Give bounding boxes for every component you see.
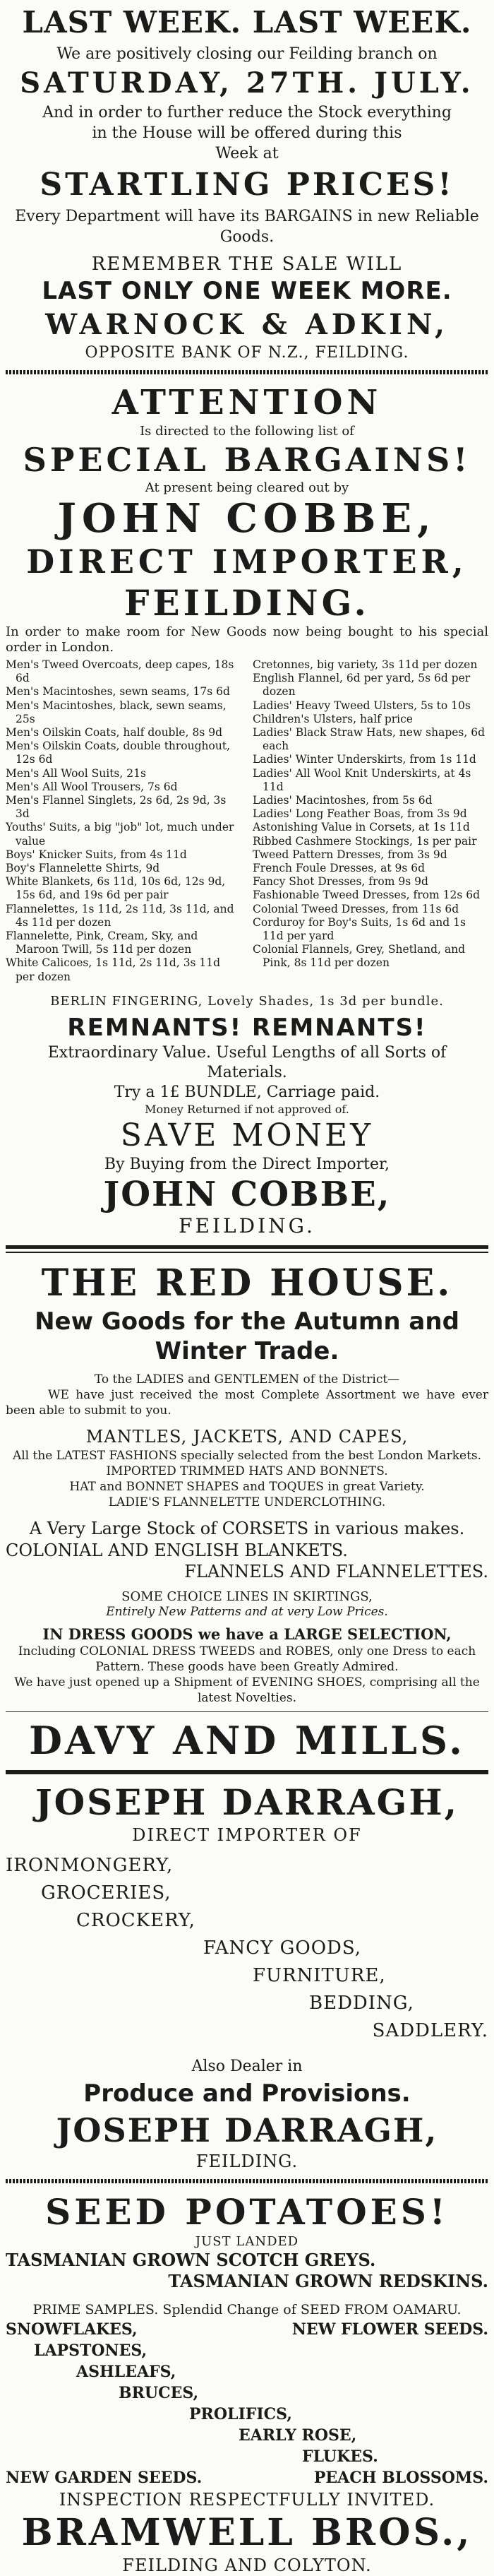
list-item: Fashionable Tweed Dresses, from 12s 6d	[253, 889, 481, 902]
ad2-town-2: FEILDING.	[179, 1213, 315, 1237]
ad4-town: FEILDING.	[195, 2151, 299, 2171]
list-item: White Calicoes, 1s 11d, 2s 11d, 3s 11d per dozen	[6, 956, 221, 983]
list-item: Youths' Suits, a big "job" lot, much under value	[6, 821, 234, 848]
ad3-sub-2: Winter Trade.	[155, 1336, 339, 1365]
ad-warnock-adkin	[6, 0, 488, 363]
ad3-skirting-1: SOME CHOICE LINES IN SKIRTINGS,	[121, 1589, 373, 1604]
ad5-tasmanian-2: TASMANIAN GROWN REDSKINS.	[168, 2270, 488, 2291]
potato-variety: FLUKES.	[302, 2447, 378, 2466]
ad2-directed: Is directed to the following list of	[140, 424, 354, 439]
ad2-right-list	[253, 658, 488, 984]
ad2-title: DIRECT IMPORTER,	[26, 542, 468, 581]
ad1-dept-a: Every Department will have its BARGAINS in new Reliable	[15, 208, 479, 225]
ad3-colonial-2: FLANNELS AND FLANNELETTES.	[184, 1561, 488, 1581]
ad5-new-garden-seeds: NEW GARDEN SEEDS.	[6, 2468, 203, 2487]
ad2-extra-a: Extraordinary Value. Useful Lengths of all Sorts of	[47, 1043, 447, 1062]
ad1-closing-line: We are positively closing our Feilding branch on	[56, 45, 438, 63]
ad3-m4: LADIE'S FLANNELETTE UNDERCLOTHING.	[108, 1495, 386, 1509]
ad3-mantles: MANTLES, JACKETS, AND CAPES,	[85, 1426, 409, 1447]
ad3-skirting-2: Entirely New Patterns and at very Low Prices.	[106, 1604, 388, 1619]
divider	[6, 1770, 488, 1774]
ad2-attention: ATTENTION	[112, 383, 382, 422]
ad2-special-bargains: SPECIAL BARGAINS!	[23, 441, 471, 479]
ad3-dress-1: IN DRESS GOODS we have a LARGE SELECTION,	[42, 1625, 452, 1643]
ad3-m3: HAT and BONNET SHAPES and TOQUES in great Variety.	[69, 1479, 425, 1494]
list-item: Men's Flannel Singlets, 2s 6d, 2s 9d, 3s 3d	[6, 794, 227, 821]
potato-variety: BRUCES,	[119, 2383, 199, 2402]
ad2-buying: By Buying from the Direct Importer,	[104, 1155, 390, 1173]
ad3-corsets: A Very Large Stock of CORSETS in various makes.	[29, 1518, 465, 1538]
list-item: Tweed Pattern Dresses, from 3s 9d	[253, 848, 447, 861]
divider	[6, 2179, 488, 2183]
ad2-name: JOHN COBBE,	[57, 495, 437, 542]
ad2-left-list	[6, 658, 241, 984]
ad5-row-1	[6, 2319, 488, 2340]
ad1-text-a: And in order to further reduce the Stock everything	[42, 104, 452, 121]
ad3-dress-2: Including COLONIAL DRESS TWEEDS and ROBES, only one Dress to each Pattern. These goods have been Greatly Admired.	[18, 1644, 476, 1674]
ad4-name-2: JOSEPH DARRAGH,	[56, 2111, 438, 2149]
list-item: White Blankets, 6s 11d, 10s 6d, 12s 9d, 15s 6d, and 19s 6d per pair	[6, 875, 226, 902]
ad1-last-only: LAST ONLY ONE WEEK MORE.	[42, 277, 452, 305]
list-item: Fancy Shot Dresses, from 9s 9d	[253, 875, 428, 889]
ad3-sub-1: New Goods for the Autumn and	[35, 1307, 459, 1336]
ad1-startling-prices: STARTLING PRICES!	[40, 167, 454, 203]
list-item: Ladies' Winter Underskirts, from 1s 11d	[253, 753, 476, 766]
list-item: Children's Ulsters, half price	[253, 712, 413, 725]
ad-john-cobbe	[6, 381, 488, 1238]
list-item: Men's Oilskin Coats, double throughout, 12s 6d	[6, 740, 230, 766]
ad4-also: Also Dealer in	[191, 2057, 303, 2075]
ad5-just-landed: JUST LANDED	[195, 2233, 299, 2249]
ad2-price-lists	[6, 658, 488, 984]
ad-red-house	[6, 1260, 488, 1763]
list-item: Astonishing Value in Corsets, at 1s 11d	[253, 821, 470, 834]
list-item: Men's Oilskin Coats, half double, 8s 9d	[6, 726, 222, 740]
potato-variety: ASHLEAFS,	[76, 2362, 176, 2381]
ad2-bundle: Try a 1£ BUNDLE, Carriage paid.	[114, 1083, 380, 1101]
ad5-new-flower-seeds: NEW FLOWER SEEDS.	[291, 2320, 488, 2339]
list-item: Colonial Tweed Dresses, from 11s 6d	[253, 902, 459, 915]
newspaper-column	[6, 0, 488, 2576]
list-item: Boy's Flannelette Shirts, 9d	[6, 862, 160, 875]
ad4-goods-list	[6, 1852, 488, 2045]
potato-variety: LAPSTONES,	[34, 2341, 147, 2360]
ad3-colonial-1: COLONIAL AND ENGLISH BLANKETS.	[6, 1540, 348, 1560]
list-item: Ladies' Black Straw Hats, new shapes, 6d each	[253, 726, 486, 753]
ad5-snowflakes: SNOWFLAKES,	[6, 2320, 138, 2339]
ad1-date: SATURDAY, 27TH. JULY.	[20, 66, 474, 100]
list-item: Men's All Wool Suits, 21s	[6, 766, 146, 780]
ad3-title: THE RED HOUSE.	[41, 1261, 453, 1305]
list-item: Cretonnes, big variety, 3s 11d per dozen	[253, 658, 478, 671]
ad2-intro: In order to make room for New Goods now being bought to his special order in London.	[6, 624, 488, 655]
list-item: Boys' Knicker Suits, from 4s 11d	[6, 848, 187, 861]
ad5-prime: PRIME SAMPLES. Splendid Change of SEED FROM OAMARU.	[32, 2301, 462, 2317]
ad5-row-2	[6, 2467, 488, 2488]
ad3-firm: DAVY AND MILLS.	[29, 1717, 465, 1763]
ad4-produce: Produce and Provisions.	[83, 2079, 411, 2108]
list-item: Men's Tweed Overcoats, deep capes, 18s 6d	[6, 658, 234, 685]
ad2-extra-b: Materials.	[207, 1063, 287, 1081]
ad5-tasmanian-1: TASMANIAN GROWN SCOTCH GREYS.	[6, 2249, 376, 2270]
list-item: Men's All Wool Trousers, 7s 6d	[6, 780, 178, 793]
ad1-address: OPPOSITE BANK OF N.Z., FEILDING.	[85, 344, 409, 362]
ad1-text-c: Week at	[215, 145, 279, 162]
list-item: English Flannel, 6d per yard, 5s 6d per dozen	[253, 672, 471, 699]
ad1-firm-name: WARNOCK & ADKIN,	[45, 308, 449, 341]
divider	[6, 1245, 488, 1253]
goods-item: CROCKERY,	[76, 1909, 195, 1931]
divider	[6, 370, 488, 374]
list-item: Flannelette, Pink, Cream, Sky, and Maroon Twill, 5s 11d per dozen	[6, 930, 198, 956]
potato-variety: EARLY ROSE,	[239, 2426, 357, 2445]
list-item: Ladies' Long Feather Boas, from 3s 9d	[253, 807, 467, 821]
ad1-headline: LAST WEEK. LAST WEEK.	[22, 5, 472, 40]
list-item: Flannelettes, 1s 11d, 2s 11d, 3s 11d, and 4s 11d per dozen	[6, 902, 234, 929]
ad5-title: SEED POTATOES!	[45, 2190, 449, 2233]
list-item: Ladies' Macintoshes, from 5s 6d	[253, 794, 433, 807]
ad4-name: JOSEPH DARRAGH,	[35, 1781, 459, 1823]
list-item: French Foule Dresses, at 9s 6d	[253, 862, 426, 875]
ad3-dress-3: We have just opened up a Shipment of EVENING SHOES, comprising all the latest Novelties.	[14, 1675, 480, 1705]
ad5-inspection: INSPECTION RESPECTFULLY INVITED.	[59, 2489, 435, 2510]
ad2-town: FEILDING.	[124, 582, 370, 624]
ad3-m2: IMPORTED TRIMMED HATS AND BONNETS.	[106, 1464, 388, 1478]
list-item: Ladies' Heavy Tweed Ulsters, 5s to 10s	[253, 699, 471, 712]
ad2-money-returned: Money Returned if not approved of.	[145, 1102, 349, 1116]
list-item: Corduroy for Boy's Suits, 1s 6d and 1s 11d per yard	[253, 915, 466, 943]
ad5-peach-blossoms: PEACH BLOSSOMS.	[313, 2468, 488, 2487]
goods-item: IRONMONGERY,	[6, 1854, 174, 1876]
ad2-berlin: BERLIN FINGERING, Lovely Shades, 1s 3d per bundle.	[50, 993, 444, 1009]
ad3-p1: To the LADIES and GENTLEMEN of the District—	[94, 1372, 400, 1387]
ad-joseph-darragh	[6, 1781, 488, 2172]
goods-item: GROCERIES,	[41, 1882, 171, 1904]
ad5-towns: FEILDING AND COLYTON.	[122, 2555, 372, 2575]
ad2-save-money: SAVE MONEY	[120, 1117, 374, 1153]
ad5-firm: BRAMWELL BROS.,	[21, 2510, 473, 2554]
ad2-remnants: REMNANTS! REMNANTS!	[67, 1013, 427, 1042]
goods-item: SADDLERY.	[372, 2019, 488, 2041]
ad-bramwell-bros	[6, 2190, 488, 2576]
list-item: Ribbed Cashmere Stockings, 1s per pair	[253, 834, 477, 848]
ad1-dept-b: Goods.	[219, 228, 275, 246]
list-item: Men's Macintoshes, sewn seams, 17s 6d	[6, 685, 230, 699]
ad4-title: DIRECT IMPORTER OF	[132, 1824, 362, 1845]
ad2-present: At present being cleared out by	[145, 480, 349, 495]
potato-variety: PROLIFICS,	[189, 2404, 292, 2423]
ad5-varieties-list	[6, 2340, 488, 2467]
list-item: Colonial Flannels, Grey, Shetland, and Pink, 8s 11d per dozen	[253, 943, 466, 970]
ad3-m1: All the LATEST FASHIONS specially selected from the best London Markets.	[12, 1448, 482, 1463]
ad2-name-2: JOHN COBBE,	[103, 1174, 391, 1214]
list-item: Men's Macintoshes, black, sewn seams, 25s	[6, 699, 227, 725]
goods-item: BEDDING,	[309, 1992, 414, 2014]
goods-item: FURNITURE,	[253, 1964, 386, 1986]
goods-item: FANCY GOODS,	[203, 1937, 362, 1959]
ad1-text-b: in the House will be offered during this	[92, 124, 402, 142]
divider	[6, 1711, 488, 1712]
ad3-p2: WE have just received the most Complete Assortment we have ever been able to submit to you.	[6, 1387, 488, 1418]
ad1-remember: REMEMBER THE SALE WILL	[91, 254, 403, 275]
list-item: Ladies' All Wool Knit Underskirts, at 4s 11d	[253, 766, 471, 793]
